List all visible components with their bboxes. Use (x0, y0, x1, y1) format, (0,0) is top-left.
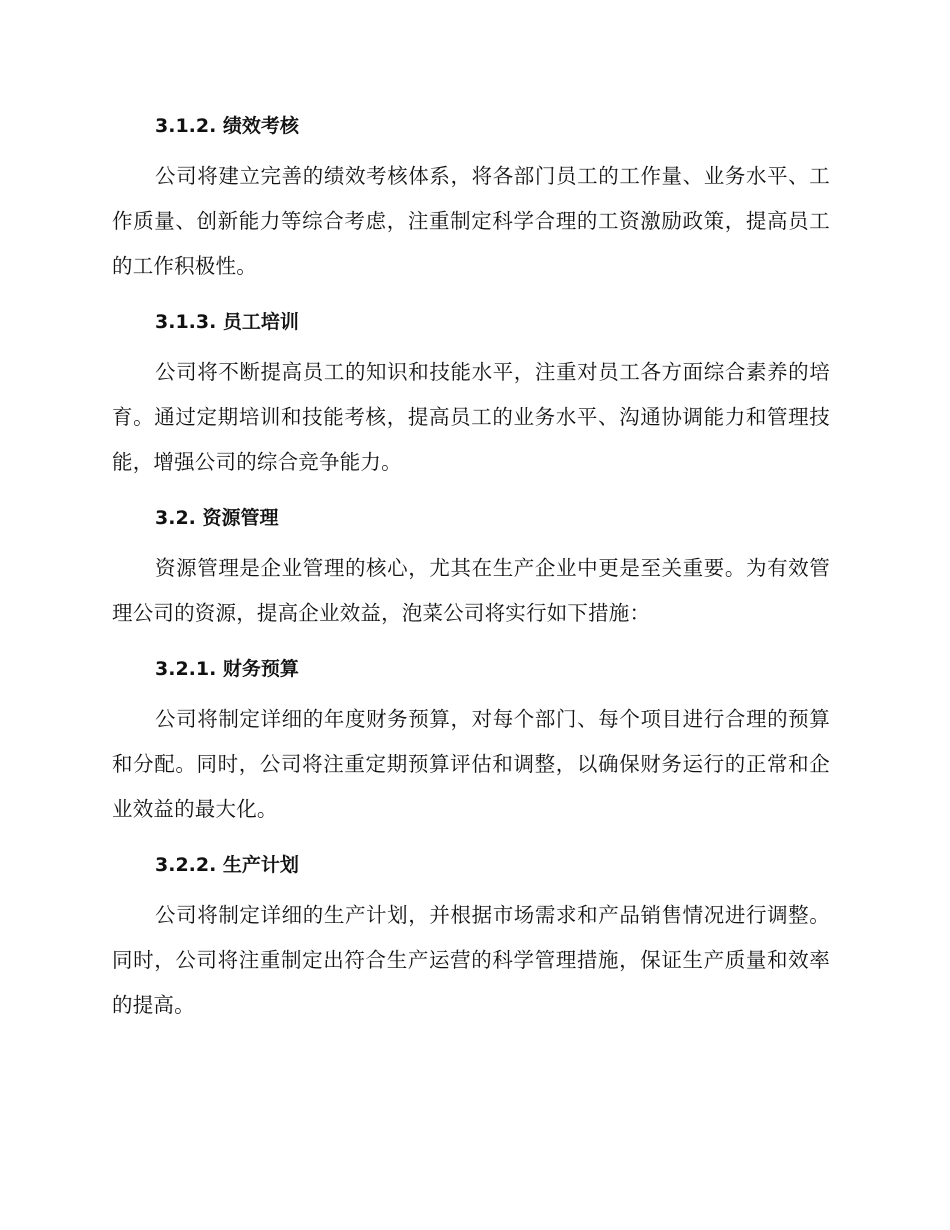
section-heading-3-1-3: 3.1.3. 员工培训 (155, 311, 299, 333)
section-heading-3-1-2: 3.1.2. 绩效考核 (155, 115, 299, 137)
section-heading-3-2-1: 3.2.1. 财务预算 (155, 658, 299, 680)
section-paragraph-3-2-2: 公司将制定详细的生产计划，并根据市场需求和产品销售情况进行调整。同时，公司将注重制定出符合生产运营的科学管理措施，保证生产质量和效率的提高。 (112, 903, 830, 1017)
document-body (112, 106, 830, 1041)
section-heading-3-2: 3.2. 资源管理 (155, 507, 279, 529)
section-paragraph-3-2: 资源管理是企业管理的核心，尤其在生产企业中更是至关重要。为有效管理公司的资源，提高企业效益，泡菜公司将实行如下措施： (112, 556, 830, 625)
section-paragraph-3-2-1: 公司将制定详细的年度财务预算，对每个部门、每个项目进行合理的预算和分配。同时，公司将注重定期预算评估和调整，以确保财务运行的正常和企业效益的最大化。 (112, 707, 830, 821)
section-paragraph-3-1-2: 公司将建立完善的绩效考核体系，将各部门员工的工作量、业务水平、工作质量、创新能力等综合考虑，注重制定科学合理的工资激励政策，提高员工的工作积极性。 (112, 164, 830, 278)
section-paragraph-3-1-3: 公司将不断提高员工的知识和技能水平，注重对员工各方面综合素养的培育。通过定期培训和技能考核，提高员工的业务水平、沟通协调能力和管理技能，增强公司的综合竞争能力。 (112, 360, 830, 474)
section-heading-3-2-2: 3.2.2. 生产计划 (155, 854, 299, 876)
